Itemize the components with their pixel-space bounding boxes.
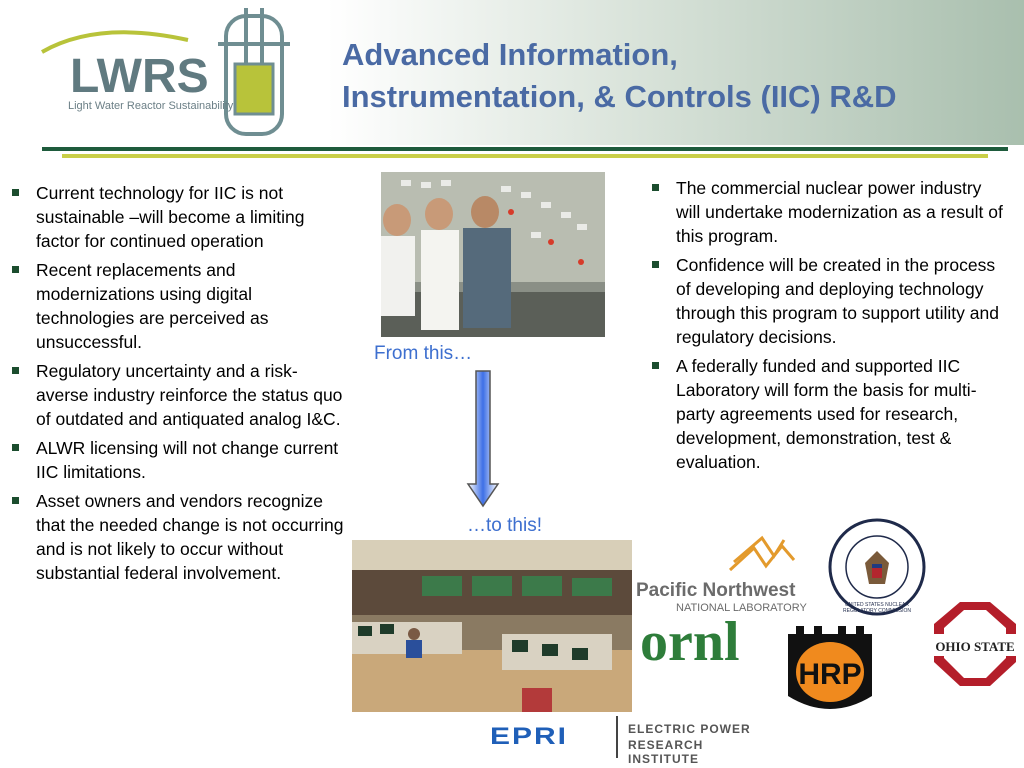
title-line-2: Instrumentation, & Controls (IIC) R&D [342, 79, 897, 114]
bullet-text: Confidence will be created in the process of developing and deploying technology through this program to support utility and regulatory decisions. [676, 255, 999, 347]
ohio-state-logo [930, 600, 1020, 688]
left-bullet [10, 258, 350, 354]
bullet-text: Current technology for IIC is not sustainable –will become a limiting factor for continued operation [36, 183, 305, 251]
lwrs-logo [38, 6, 298, 136]
left-bullet [10, 436, 350, 484]
bullet-text: Regulatory uncertainty and a risk-averse industry reinforce the status quo of outdated and antiquated analog I&C. [36, 361, 343, 429]
nrc-ring-text: UNITED STATES NUCLEAR REGULATORY COMMISSION [843, 602, 911, 614]
bullet-text: Recent replacements and modernizations using digital technologies are perceived as unsuccessful. [36, 260, 269, 352]
logo-subtitle: Light Water Reactor Sustainability [68, 100, 234, 112]
logo-name: LWRS [70, 50, 209, 103]
analog-control-room-photo [381, 172, 605, 337]
bullet-square [12, 266, 19, 273]
bullet-text: A federally funded and supported IIC Laboratory will form the basis for multi-party agreements used for research, development, demonstration, test & evaluation. [676, 356, 977, 472]
page-title [342, 34, 1002, 118]
right-bullet [650, 354, 1010, 474]
down-arrow-icon [466, 370, 500, 508]
bullet-square [12, 189, 19, 196]
bullet-square [652, 261, 659, 268]
left-bullet [10, 181, 350, 253]
left-bullet [10, 489, 350, 585]
bullet-square [652, 362, 659, 369]
green-rule [42, 147, 1008, 151]
title-line-1: Advanced Information, [342, 37, 678, 72]
bullet-square [652, 184, 659, 191]
hrp-text: HRP [798, 658, 862, 691]
left-bullet [10, 359, 350, 431]
right-bullet [650, 176, 1010, 248]
pnnl-subtitle: NATIONAL LABORATORY [676, 602, 807, 614]
hrp-logo [784, 626, 876, 722]
epri-mark: EPRI [490, 723, 569, 750]
epri-divider [616, 716, 618, 758]
ornl-logo: ornl [640, 611, 740, 673]
right-bullet-list [650, 176, 1010, 479]
bullet-text: The commercial nuclear power industry will undertake modernization as a result of this program. [676, 178, 1003, 246]
epri-name-1: ELECTRIC POWER [628, 722, 751, 736]
bullet-square [12, 444, 19, 451]
reactor-icon [218, 8, 290, 134]
bullet-square [12, 497, 19, 504]
pnnl-name: Pacific Northwest [636, 580, 796, 601]
bullet-text: ALWR licensing will not change current IIC limitations. [36, 438, 339, 482]
right-bullet [650, 253, 1010, 349]
to-caption: …to this! [467, 515, 542, 536]
epri-name-2: RESEARCH INSTITUTE [628, 738, 704, 766]
modern-control-room-photo [352, 540, 632, 712]
lime-rule [62, 154, 988, 158]
pnnl-logo [634, 532, 826, 614]
epri-logo [490, 716, 770, 766]
bullet-text: Asset owners and vendors recognize that the needed change is not occurring and is not likely to occur without substantial federal involvement. [36, 491, 344, 583]
from-caption: From this… [374, 343, 473, 364]
left-bullet-list [10, 181, 350, 590]
osu-text: OHIO STATE [935, 639, 1015, 654]
bullet-square [12, 367, 19, 374]
